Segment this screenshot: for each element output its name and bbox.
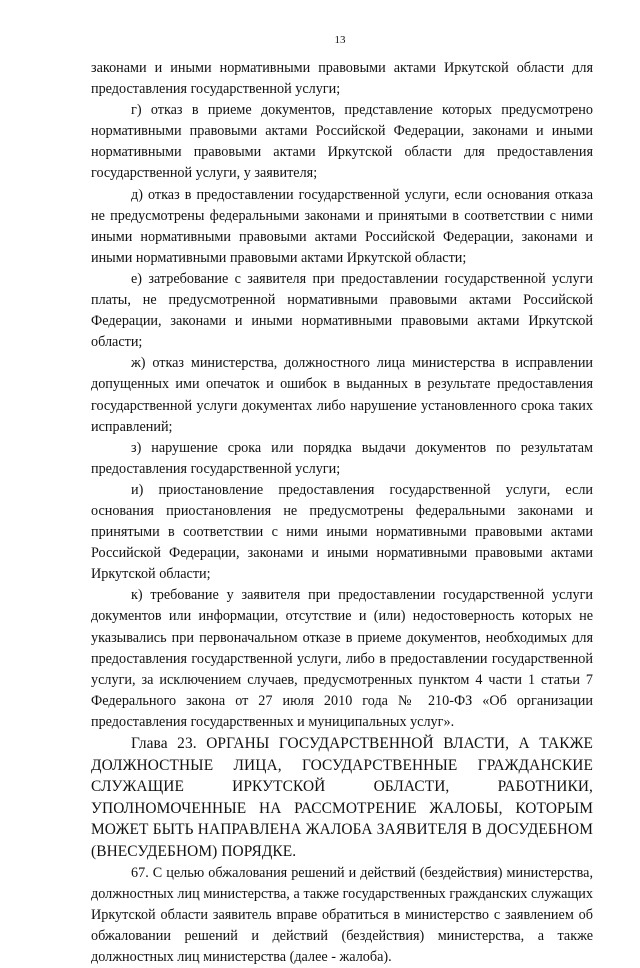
paragraph-item-d: д) отказ в предоставлении государственной услуги, если основания отказа не предусмотрены федеральными законами и принятыми в соответствии с ними иными нормативными правовыми актами Российской Федерации, законами и иными нормативными правовыми актами Иркутской области;	[91, 186, 593, 266]
document-body	[91, 58, 593, 968]
paragraph-67: 67. С целью обжалования решений и действий (бездействия) министерства, должностных лиц министерства, а также государственных гражданских служащих Иркутской области заявитель вправе обратиться в министерство с заявлением об обжаловании решений и действий (бездействия) министерства, а также должностных лиц министерства (далее - жалоба).	[91, 864, 593, 965]
paragraph-continuation: законами и иными нормативными правовыми актами Иркутской области для предоставления государственной услуги;	[91, 60, 593, 98]
paragraph-item-z: з) нарушение срока или порядка выдачи документов по результатам предоставления государственной услуги;	[91, 439, 593, 477]
paragraph-item-e: е) затребование с заявителя при предоставлении государственной услуги платы, не предусмотренной нормативными правовыми актами Российской Федерации, законами и иными нормативными правовыми актами Иркутской области;	[91, 270, 593, 351]
page-number: 13	[334, 34, 346, 46]
paragraph-item-zh: ж) отказ министерства, должностного лица министерства в исправлении допущенных ими опечаток и ошибок в выданных в результате предоставления государственной услуги документах либо нарушение установленного срока таких исправлений;	[91, 355, 593, 435]
paragraph-item-g: г) отказ в приеме документов, представление которых предусмотрено нормативными правовыми актами Российской Федерации, законами и иными нормативными правовыми актами Иркутской области для предоставления государственной услуги, у заявителя;	[91, 102, 593, 182]
chapter-heading: Глава 23. ОРГАНЫ ГОСУДАРСТВЕННОЙ ВЛАСТИ, А ТАКЖЕ ДОЛЖНОСТНЫЕ ЛИЦА, ГОСУДАРСТВЕННЫЕ ГРАЖДАНСКИЕ СЛУЖАЩИЕ ИРКУТСКОЙ ОБЛАСТИ, РАБОТНИКИ, УПОЛНОМОЧЕННЫЕ НА РАССМОТРЕНИЕ ЖАЛОБЫ, КОТОРЫМ МОЖЕТ БЫТЬ НАПРАВЛЕНА ЖАЛОБА ЗАЯВИТЕЛЯ В ДОСУДЕБНОМ (ВНЕСУДЕБНОМ) ПОРЯДКЕ.	[91, 735, 593, 860]
paragraph-item-k: к) требование у заявителя при предоставлении государственной услуги документов или информации, отсутствие и (или) недостоверность которых не указывались при первоначальном отказе в приеме документов, необходимых для предоставления государственной услуги, либо в предоставлении государственной услуги, за исключением случаев, предусмотренных пунктом 4 части 1 статьи 7 Федерального закона от 27 июля 2010 года № 210-ФЗ «Об организации предоставления государственных и муниципальных услуг».	[91, 587, 593, 730]
paragraph-item-i: и) приостановление предоставления государственной услуги, если основания приостановления не предусмотрены федеральными законами и принятыми в соответствии с ними иными нормативными правовыми актами Российской Федерации, законами и иными нормативными правовыми актами Иркутской области;	[91, 481, 593, 583]
